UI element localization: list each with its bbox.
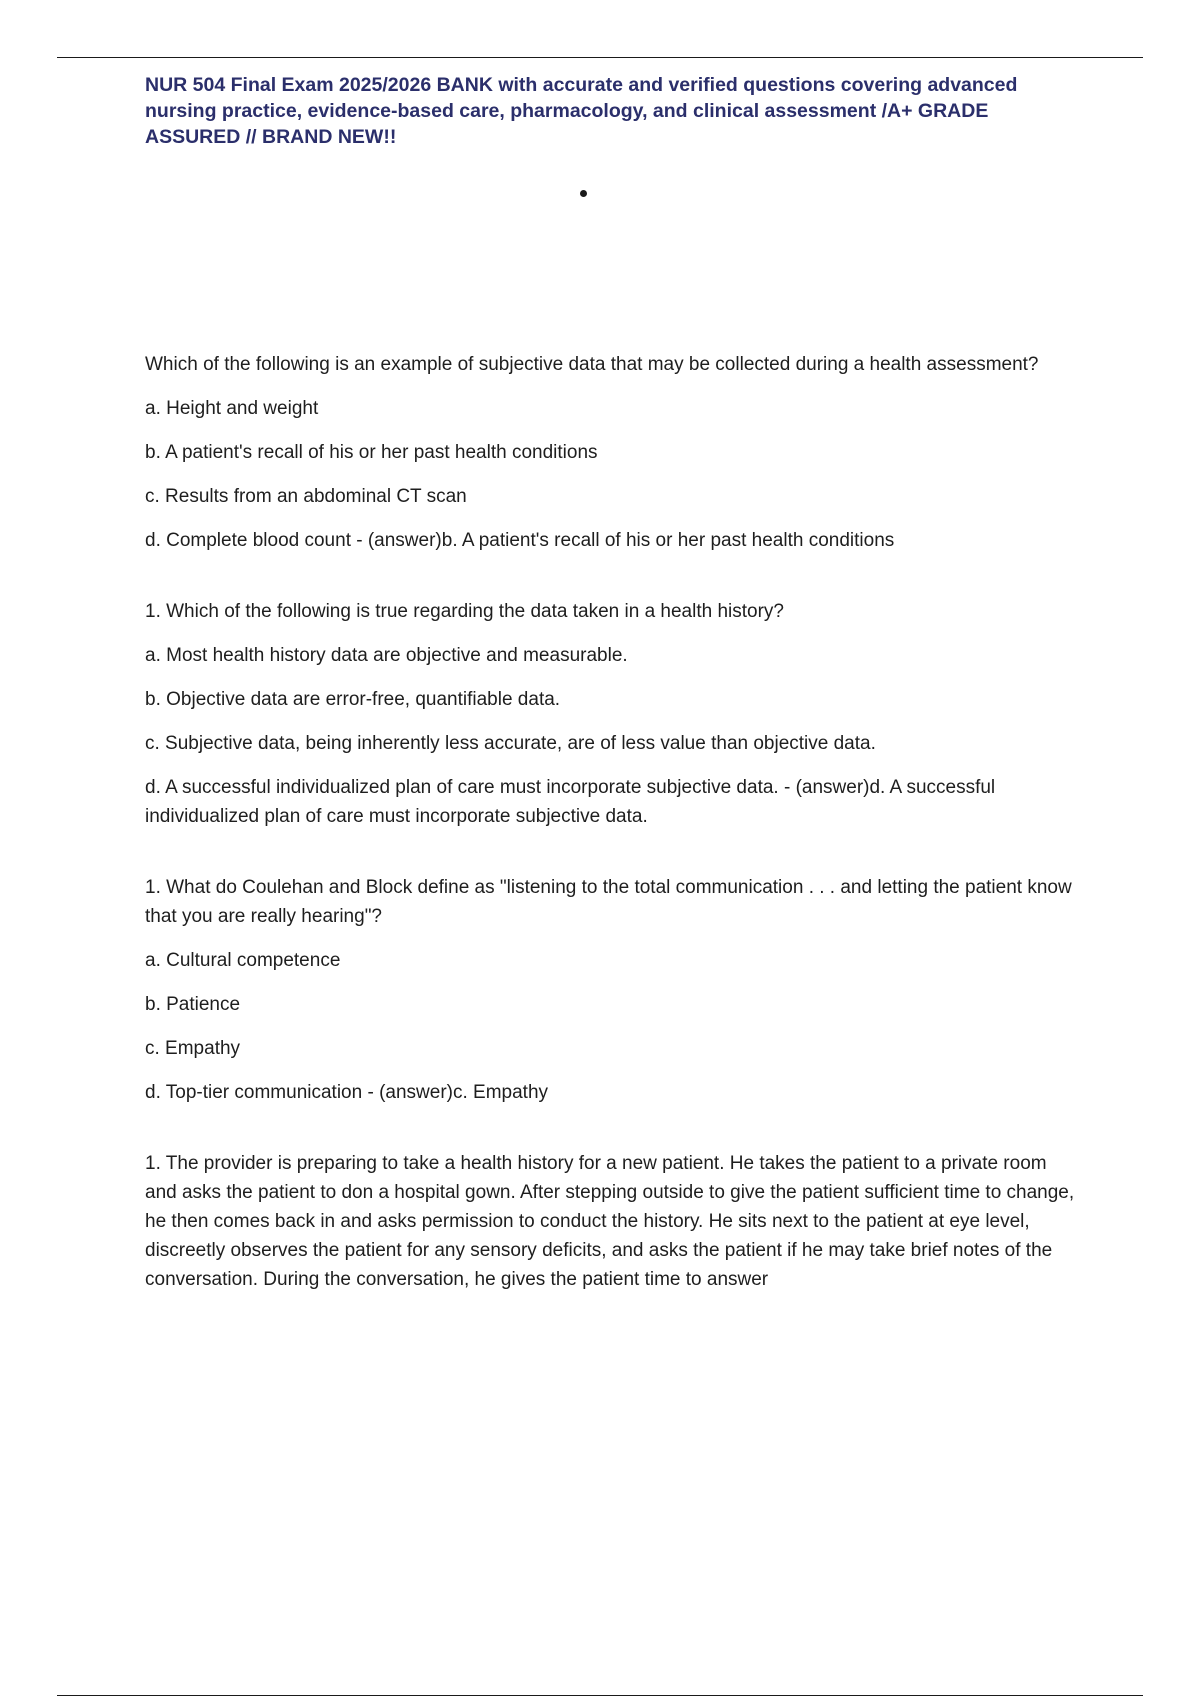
answer-option: a. Cultural competence [145, 950, 341, 971]
answer-option: a. Most health history data are objective and measurable. [145, 645, 628, 666]
question-stem: 1. What do Coulehan and Block define as "listening to the total communication . . . and letting the patient know that you are really hearing"? [145, 877, 1072, 927]
answer-option: b. A patient's recall of his or her past health conditions [145, 442, 598, 463]
question-stem: Which of the following is an example of subjective data that may be collected during a health assessment? [145, 354, 1039, 375]
top-rule [57, 57, 1143, 58]
document-title: NUR 504 Final Exam 2025/2026 BANK with accurate and verified questions covering advanced nursing practice, evidence-based care, pharmacology, and clinical assessment /A+ GRADE ASSURED // BRAND NEW!! [145, 74, 1018, 148]
question-stem: 1. The provider is preparing to take a health history for a new patient. He takes the patient to a private room and asks the patient to don a hospital gown. After stepping outside to give the patient sufficient time to change, he then comes back in and asks permission to conduct the history. He sits next to the patient at eye level, discreetly observes the patient for any sensory deficits, and asks the patient if he may take brief notes of the conversation. During the conversation, he gives the patient time to answer [145, 1153, 1075, 1290]
answer-option: b. Patience [145, 994, 241, 1015]
answer-option: c. Results from an abdominal CT scan [145, 486, 467, 507]
question-block [145, 873, 1075, 1107]
answer-option: d. A successful individualized plan of care must incorporate subjective data. - (answer)d. A successful individualized plan of care must incorporate subjective data. [145, 777, 996, 827]
answer-option: d. Top-tier communication - (answer)c. Empathy [145, 1082, 549, 1103]
answer-option: d. Complete blood count - (answer)b. A patient's recall of his or her past health conditions [145, 530, 895, 551]
answer-option: c. Empathy [145, 1038, 241, 1059]
bottom-rule [57, 1695, 1143, 1696]
question-block [145, 1149, 1075, 1294]
question-list [145, 350, 1075, 1309]
question-stem: 1. Which of the following is true regarding the data taken in a health history? [145, 601, 784, 622]
question-block [145, 350, 1075, 555]
answer-option: a. Height and weight [145, 398, 319, 419]
answer-option: b. Objective data are error-free, quantifiable data. [145, 689, 561, 710]
question-block [145, 597, 1075, 831]
bullet-point [580, 190, 587, 197]
answer-option: c. Subjective data, being inherently less accurate, are of less value than objective data. [145, 733, 876, 754]
